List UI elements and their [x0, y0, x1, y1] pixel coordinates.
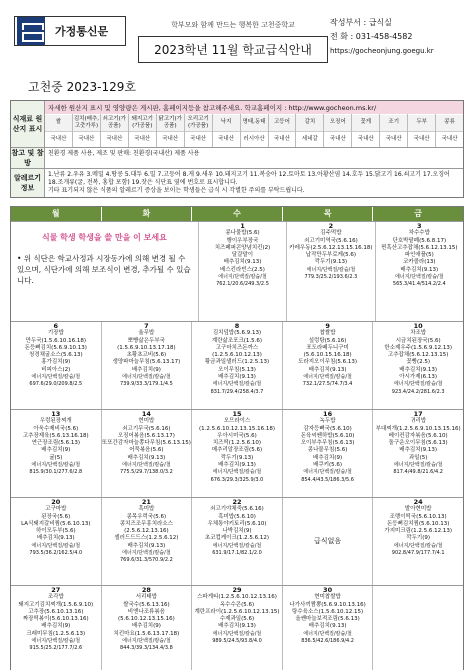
menu-item: 배추김치(9.13) — [36, 535, 75, 542]
menu-item: 부대찌개(1.2.5.6.9.10.13.15.16) — [375, 425, 461, 432]
menu-item: 비엔나조류볶음(5.6.10.12.13.15.16) — [118, 608, 175, 623]
menu-item: 서리태밥 — [135, 594, 158, 601]
menu-table — [10, 206, 464, 670]
day-number: 17 — [413, 410, 423, 418]
nutrition-values: 769.6/31.3/570.9/2.2 — [120, 557, 173, 564]
day-label: 금 — [414, 209, 423, 218]
menu-item: 홍가김치(9) — [41, 359, 71, 366]
origin-country: 국내산 — [269, 131, 296, 147]
origin-item: 낙지 — [213, 115, 240, 131]
menu-item: 귤(5) — [49, 454, 63, 461]
menu-item: 조각밥 — [47, 594, 64, 601]
origin-cell — [45, 114, 73, 147]
menu-week — [11, 497, 463, 585]
menu-item: 배추김치(9) — [41, 447, 71, 454]
menu-item: 차조밥 — [410, 330, 427, 337]
origin-country: 국내산 — [213, 131, 240, 147]
menu-item: 가지미크림(1.2.5.6.12.13) — [384, 528, 452, 535]
menu-item: 콩나물무침(5.6) — [307, 447, 348, 454]
menu-item: 카레우동(2.5.6.12.13.15.16.18) — [289, 244, 373, 251]
menu-item: 기장밥 — [47, 330, 64, 337]
menu-item: 된장국(5.6) — [41, 513, 71, 520]
nutrition-label: 에너지/단백질/칼슘/철 — [212, 542, 262, 549]
origin-country: 국내산 — [352, 131, 379, 147]
menu-item: 한소제우주(1.5.6.9.12.13) — [384, 344, 452, 351]
menu-item: 배추김치(9.13) — [308, 366, 347, 373]
menu-item: 배추김치(9.13) — [399, 366, 438, 373]
origin-item: 두부 — [408, 115, 435, 131]
nutrition-label: 에너지/단백질/칼슘/철 — [306, 266, 356, 273]
nutrition-values: 631.9/17.1/82.1/2.0 — [212, 550, 262, 557]
origin-cell — [101, 114, 129, 147]
menu-day — [287, 222, 375, 321]
menu-day — [192, 586, 283, 670]
menu-day — [102, 410, 193, 497]
menu-item: 황금과일샐러드(1.2.5.13) — [204, 359, 270, 366]
menu-item: 계란삶조포크(1.5.6) — [211, 337, 263, 344]
menu-item: 배스킨라빈스(2.5) — [220, 266, 265, 273]
menu-item: 율무밥 — [138, 330, 155, 337]
menu-item: 아시가제(6.13) — [399, 374, 438, 381]
nutrition-values: 732.1/27.5/74.7/3.4 — [302, 381, 353, 388]
nutrition-label: 에너지/단백질/칼슘/철 — [393, 462, 443, 469]
day-number: 21 — [141, 498, 151, 506]
origin-cell — [408, 114, 436, 147]
day-number: 6 — [53, 322, 59, 330]
dept: 작성부서 : 급식실 — [330, 18, 392, 27]
origin-item: 쌀 — [45, 115, 72, 131]
allergy-row — [11, 169, 463, 197]
menu-item: 치즈페퍼콘양념치킨(2) — [214, 244, 271, 251]
menu-item: 차수수밥 — [408, 230, 430, 237]
origin-cell — [157, 114, 185, 147]
allergy-extra: 기타 표기되지 않은 식품의 알레르기 증상을 보이는 학생들은 급식 시 각별한 주의를 부탁드립니다. — [48, 187, 305, 194]
origin-cell — [436, 114, 463, 147]
day-number: 2 — [328, 222, 334, 230]
menu-item: 셀러드드드스(1.2.5.6.12) — [114, 535, 179, 542]
menu-day — [376, 222, 463, 321]
menu-item: 쇠고기무국(5.6.16) — [122, 425, 171, 432]
menu-item: 단호박팥폐(5.6.8.17) — [392, 237, 447, 244]
day-number: 15 — [232, 410, 242, 418]
nutrition-values: 762.1/20.6/249.3/2.5 — [216, 281, 269, 288]
origin-country: 러시아산 — [241, 131, 268, 147]
menu-item: 스파게티(1.2.5.6.10.12.13.16) — [197, 594, 277, 601]
menu-item: 콩나물밥(5.6) — [225, 230, 260, 237]
menu-item: 수제과일(5.6) — [219, 616, 255, 623]
menu-day — [373, 410, 463, 497]
menu-item: 조랭이떡국(5.6.10.13) — [389, 513, 447, 520]
origin-item: 오징어 — [324, 115, 351, 131]
day-number: 29 — [232, 586, 242, 594]
menu-item: 배쿠키(5.6) — [313, 462, 343, 469]
menu-item: 행이우부장국 — [226, 237, 259, 244]
nutrition-values: 915.5/25.2/177.7/2.6 — [29, 645, 83, 652]
menu-item: 돈육씨쎈하밥(5.6.10) — [300, 432, 355, 439]
menu-day — [373, 586, 463, 670]
day-number: 9 — [325, 322, 330, 330]
origin-country: 국내산 — [408, 131, 435, 147]
menu-week — [11, 585, 463, 670]
menu-day — [102, 498, 193, 585]
nutrition-values: 854.4/43.5/186.3/5.6 — [301, 476, 354, 483]
menu-day — [283, 586, 374, 670]
menu-day — [11, 498, 102, 585]
day-number: 13 — [51, 410, 61, 418]
menu-item: LA식돼지갈비찜(5.6.10.13) — [21, 520, 91, 527]
day-label: 화 — [102, 207, 193, 221]
menu-item: 짜장떡볶이(5.6.10.13.16) — [22, 616, 89, 623]
nutrition-values: 779.3/25.2/193.6/2.3 — [304, 274, 358, 281]
nutrition-values: 565.3/41.4/514.2/2.4 — [392, 281, 446, 288]
school-line: 고천중 2023-129호 — [28, 80, 136, 94]
origin-item: 콩류 — [436, 115, 463, 131]
menu-weeks — [11, 221, 463, 670]
nutrition-label: 에너지/단백질/칼슘/철 — [31, 374, 81, 381]
origin-cell — [296, 114, 324, 147]
menu-day — [192, 410, 283, 497]
menu-item: 콩치즈조무흥치라소스(2.5.6.12.13.16) — [119, 520, 173, 535]
menu-day — [11, 586, 102, 670]
origin-item: 돼지고기(가공품) — [129, 115, 156, 131]
menu-item: 뽀빵삶은두부국(1.5.6.9.10.13.17.18) — [117, 337, 176, 351]
menu-item: 비피아스(2) — [41, 366, 71, 373]
menu-item: 올쌘마늘보적조림(5.6.13) — [295, 616, 360, 623]
menu-day — [102, 322, 193, 409]
origin-country: 국내산 — [101, 131, 128, 147]
menu-item: 배추김치(9.13) — [218, 374, 256, 381]
menu-item: 오므라이스(1.2.5.6.10.12.13.15.16.18) — [198, 418, 275, 432]
nutrition-values: 697.6/29.0/209.8/2.5 — [29, 381, 83, 388]
nutrition-values: 817.4/49.8/21.6/4.2 — [393, 469, 443, 476]
origin-cell — [324, 114, 352, 147]
menu-day — [11, 322, 102, 409]
day-number: 14 — [141, 410, 151, 418]
nutrition-values: 989.5/24.5/93.8/4.0 — [212, 638, 262, 645]
origin-country: 국내산 — [73, 131, 100, 147]
origin-country: 국내산 — [436, 131, 463, 147]
allergy-label: 알레르기정보 — [11, 169, 45, 197]
nutrition-label: 에너지/단백질/칼슘/철 — [31, 462, 81, 469]
homepage-url[interactable]: https://gocheonjung.goegu.kr — [330, 47, 434, 55]
menu-item: 현미밥 — [138, 418, 155, 425]
menu-item: 현미찹쌀밥 — [314, 594, 341, 601]
menu-day — [373, 322, 463, 409]
title-block — [138, 20, 328, 63]
nutrition-label: 에너지/단백질/칼슘/철 — [122, 550, 171, 557]
menu-item: 돼지고기김치찌개(1.5.6.9.10) — [18, 601, 94, 608]
menu-day — [283, 322, 374, 409]
menu-day — [199, 222, 287, 321]
nutrition-values: 844.3/39.3/134.4/3.8 — [120, 645, 173, 652]
menu-item: 쌀국수(5.6.13.16) — [123, 601, 170, 608]
menu-item: 찹쌀밥 — [319, 330, 336, 337]
menu-day — [192, 322, 283, 409]
menu-item: 청경채굴소스(5.6.13) — [28, 352, 83, 359]
menu-item: 깍두기(9.13) — [314, 259, 348, 266]
menu-item: 포도라떼두니구미(5.6.10.15.16.18) — [303, 344, 352, 359]
contact-block — [330, 16, 460, 58]
menu-item: 고구마치즈돈까스(1.2.5.6.10.12.13) — [212, 344, 262, 359]
menu-item: 배추김치(9) — [131, 366, 161, 373]
day-header — [11, 207, 463, 221]
menu-item: 녹두밥 — [319, 418, 336, 425]
menu-item: 아욱수제비국(5.6) — [33, 425, 79, 432]
notice-line: 자세한 원산지 표시 및 영양량은 게시판, 홈페이지등을 참고해주세요. 학교홈페이지 : http://www.gocheon.ms.kr/ — [45, 101, 463, 114]
notes-table — [10, 100, 464, 198]
menu-item: 배추김치(9.13) — [399, 447, 438, 454]
origin-cell — [129, 114, 157, 147]
origin-cell — [185, 114, 213, 147]
day-number: 7 — [144, 322, 149, 330]
page-title: 2023학년 11월 학교급식안내 — [138, 36, 328, 63]
menu-item: 배추김치(9) — [131, 623, 161, 630]
notice-fun: 식물 학생 학생을 쓸 만을 이 보세요 — [41, 233, 167, 242]
origin-cell — [269, 114, 297, 147]
menu-item: 돈등뼈김치(5.6.9.10.13) — [24, 344, 87, 351]
menu-day — [11, 410, 102, 497]
origin-country: 국내산 — [185, 131, 212, 147]
nutrition-label: 에너지/단백질/칼슘/철 — [395, 274, 444, 281]
menu-item: 발아현미밥 — [404, 506, 432, 513]
menu-item: 배추김치(9.13) — [127, 454, 166, 461]
nutrition-label: 에너지/단백질/칼슘/철 — [212, 381, 262, 388]
menu-item: 만두국(1.5.6.10.16.18) — [25, 337, 87, 344]
origin-country: 국내산 — [157, 131, 184, 147]
menu-item: 설렁탕(5.6.16) — [308, 337, 347, 344]
allergy-text: 1.난류 2.우유 3.메밀 4.땅콩 5.대두 6.밀 7.고등어 8.게 9.새우 10.돼지고기 11.복숭아 12.토마토 13.아황산염 14.호두 15.닭고기 16.쇠고기 17.오징어 18.조개류(굴, 전복, 홍합 포함) 19.잣은 식단표 옆에 번호로 표시합니다. — [48, 171, 450, 186]
menu-item: 오징어볶음(5.6.13.17) — [117, 432, 175, 439]
menu-week — [11, 321, 463, 409]
day-number: 1 — [240, 222, 245, 230]
menu-item: 김치덮밥(5.6.9.13) — [212, 330, 262, 337]
origin-grid — [45, 114, 463, 147]
menu-item: 나박김치(9) — [222, 528, 252, 535]
menu-item: 배추김치(9.13) — [127, 542, 166, 549]
origin-item: 닭고기(가공품) — [158, 115, 182, 129]
day-number: 3 — [417, 222, 422, 230]
caution-row — [11, 148, 463, 169]
newsletter-page — [10, 8, 464, 662]
menu-item: 깍두기(9) — [406, 535, 431, 542]
menu-item: 귀리밥 — [410, 418, 427, 425]
newsletter-badge — [14, 16, 126, 46]
menu-item: 배추김치(9) — [41, 623, 71, 630]
origin-country: 세네갈 — [296, 131, 323, 147]
nutrition-values: 923.4/24.2/281.6/2.3 — [391, 388, 445, 395]
day-label: 수 — [192, 207, 283, 221]
origin-cell — [241, 114, 269, 147]
nutrition-label: 에너지/단백질/칼슘/철 — [393, 542, 443, 549]
menu-item: 고구마밥 — [45, 506, 67, 513]
nutrition-values: 775.5/29.7/138.0/3.2 — [120, 469, 173, 476]
menu-item: 흑미밥(5.6.10) — [218, 513, 256, 520]
menu-item: 김주먹밥 — [320, 230, 342, 237]
menu-item: 생양파마늘무침(5.6.13.17) — [112, 359, 181, 366]
menu-item: 옥수수콘(5.6) — [219, 601, 255, 608]
menu-item: 나가사끼짬뽕(5.6.9.10.13.16) — [289, 601, 366, 608]
menu-item: 오이부추무침(5.6.13) — [300, 440, 355, 447]
menu-item: 돈등뼈김치찜(5.6.10.13) — [386, 520, 450, 527]
nutrition-values: 836.5/42.6/186.9/4.2 — [301, 638, 354, 645]
origin-country: 국내산 — [129, 131, 156, 147]
menu-item: 우렁된장찌개 — [39, 418, 72, 425]
day-number: 24 — [413, 498, 423, 506]
menu-item: 코카콜라(13) — [403, 259, 436, 266]
notice-box — [11, 222, 199, 321]
menu-week — [11, 221, 463, 321]
menu-item: 달걀말이 — [231, 252, 254, 259]
no-meal: 급식없음 — [314, 537, 342, 546]
nutrition-label: 에너지/단백질/칼슘/철 — [212, 630, 262, 637]
menu-item: 초코컵케이크(1.2.5.6.12) — [204, 535, 270, 542]
day-number: 10 — [413, 322, 423, 330]
nutrition-values: 815.9/30.1/277.6/2.8 — [29, 469, 83, 476]
menu-item: 배추김치(9) — [313, 454, 343, 461]
origin-label: 식재료 원산지 표시 — [11, 101, 45, 147]
nutrition-values: 793.5/36.2/162.5/4.0 — [29, 550, 83, 557]
nutrition-label: 에너지/단백질/칼슘/철 — [31, 542, 81, 549]
menu-item: 탕수육소스(1.5.6.10.12.15) — [292, 608, 364, 615]
menu-item: 하이모두부(5.6) — [35, 528, 76, 535]
menu-item: 계란프라이(1.2.5.6.10.12.13.15) — [194, 608, 280, 615]
nutrition-values: 676.3/29.3/325.9/3.0 — [210, 476, 264, 483]
menu-item: 고추장(5.6.10.13.16) — [28, 608, 84, 615]
header — [10, 8, 464, 98]
origin-cell — [352, 114, 380, 147]
origin-cell — [73, 114, 101, 147]
menu-item: 과일(5) — [408, 454, 428, 461]
nutrition-label: 에너지/단백질/칼슘/철 — [303, 374, 352, 381]
menu-item: 치킨마요(1.5.6.13.17.18) — [113, 630, 180, 637]
origin-country: 국내산 — [380, 131, 407, 147]
nutrition-label: 에너지/단백질/칼슘/철 — [122, 462, 171, 469]
menu-item: 베이컨감자볶음(5.6.10) — [388, 432, 448, 439]
menu-item: 파인애플(5) — [404, 252, 434, 259]
menu-item: 감자등뼈국(5.6.10) — [303, 425, 352, 432]
caution-label: 참고 및 참방 — [11, 149, 44, 167]
day-label: 목 — [283, 207, 374, 221]
day-number: 28 — [141, 586, 151, 594]
origin-item: 갈치 — [296, 115, 323, 131]
nutrition-values: 831.7/29.4/258.4/3.7 — [210, 388, 264, 395]
origin-cell — [213, 114, 241, 147]
origin-item: 쇠고기(가공품) — [102, 115, 127, 129]
day-number: 27 — [51, 586, 61, 594]
menu-item: 고추장제육(5.6.13.16.18) — [22, 432, 89, 439]
menu-item: 메추리알장조림(5.6) — [211, 447, 263, 454]
day-number: 20 — [51, 498, 61, 506]
menu-item: 배추김치(9.13) — [400, 266, 439, 273]
menu-item: 배추김치(9.13) — [218, 623, 256, 630]
nutrition-label: 에너지/단백질/칼슘/철 — [122, 374, 171, 381]
nutrition-label: 에너지/단백질/칼슘/철 — [303, 469, 352, 476]
menu-week — [11, 409, 463, 497]
nutrition-label: 에너지/단백질/칼슘/철 — [303, 630, 352, 637]
menu-item: 크래미무침(1.2.5.6.13) — [26, 630, 86, 637]
caution-text: 친환경 제품 사용, 제조 및 판매: 친환경(국내산) 제품 사용 — [48, 150, 200, 157]
menu-item: 찐흑산고추잡채(5.6.12.13.15) — [381, 244, 458, 251]
slogan: 학부모와 함께 만드는 행복한 고천중학교 — [171, 21, 295, 29]
nutrition-label: 에너지/단백질/칼슘/철 — [218, 274, 267, 281]
menu-day — [192, 498, 283, 585]
day-number: 8 — [234, 322, 240, 330]
menu-item: 배추김치(9.13) — [223, 259, 262, 266]
nutrition-label: 에너지/단백질/칼슘/철 — [122, 638, 171, 645]
day-label: 월 — [11, 207, 102, 221]
origin-item: 오리고기(가공품) — [185, 115, 212, 131]
origin-item: 김치(배추,고춧가루) — [73, 115, 99, 129]
origin-row — [11, 101, 463, 148]
menu-item: 또또간감자마늘쫑다무침(5.6.13.15) — [101, 440, 191, 447]
day-number: 16 — [323, 410, 333, 418]
menu-item: 연근장조림(5.6.13) — [31, 440, 80, 447]
menu-item: 꽃빵(2.5) — [406, 359, 430, 366]
menu-item: 시금치된장국(5.6) — [395, 337, 441, 344]
menu-item: 우체통야키토리(5.6.10) — [207, 520, 267, 527]
notice-text: • 위 식단은 학교사정과 시장동가에 의해 변경 될 수 있으며, 식단가에 의해 보조식이 변경, 추가될 수 있습니다. — [17, 254, 191, 285]
origin-item: 꽃게 — [352, 115, 379, 131]
menu-item: 우아시미국(5.6) — [217, 432, 257, 439]
nutrition-label: 에너지/단백질/칼슘/철 — [31, 638, 81, 645]
menu-item: 고추잡채(5.6.12.13.15) — [387, 352, 449, 359]
menu-item: 쇠고기야채죽(5.6.16) — [210, 506, 264, 513]
menu-item: 깍두기(9.13) — [220, 454, 254, 461]
menu-day — [102, 586, 193, 670]
origin-country: 국내산 — [45, 131, 72, 147]
nutrition-label: 에너지/단백질/칼슘/철 — [393, 381, 443, 388]
day-number: 22 — [232, 498, 242, 506]
menu-item: 치즈떡(1.2.5.6.10) — [212, 440, 262, 447]
origin-country: 국내산 — [324, 131, 351, 147]
phone: 전 화 : 031-458-4582 — [330, 32, 413, 41]
menu-item: 도라지오이무침(5.6.13) — [298, 359, 358, 366]
menu-item: 배추김치(9.13) — [218, 462, 256, 469]
menu-item: 콩목우럭국(5.6) — [126, 513, 167, 520]
origin-item: 고등어 — [269, 115, 296, 131]
doc-type: 가정통신문 — [55, 25, 109, 38]
menu-item: 돌구운오이무침(5.6.13) — [388, 440, 448, 447]
menu-item: 흑미밥 — [138, 506, 155, 513]
nutrition-label: 에너지/단백질/칼슘/철 — [212, 469, 262, 476]
menu-item: 초황초고비(5.6) — [126, 352, 167, 359]
origin-cell — [380, 114, 408, 147]
menu-day — [283, 410, 374, 497]
menu-item: 오이무침(5.13) — [218, 366, 256, 373]
day-number: 30 — [323, 586, 333, 594]
menu-item: 어묵볶음(5.6) — [129, 447, 164, 454]
menu-item: 쇠고기미역국(5.6.16) — [304, 237, 358, 244]
menu-day — [373, 498, 463, 585]
menu-item: 배추김치(9.13) — [308, 623, 347, 630]
school-logo-icon — [17, 17, 45, 45]
nutrition-values: 902.8/47.9/177.7/4.1 — [391, 550, 445, 557]
nutrition-values: 739.9/33.3/179.1/4.5 — [120, 381, 173, 388]
menu-item: 납작만두부로케(5.6) — [305, 252, 357, 259]
origin-item: 명태,동태 — [241, 115, 268, 131]
menu-day — [283, 498, 374, 585]
origin-item: 조기 — [380, 115, 407, 131]
